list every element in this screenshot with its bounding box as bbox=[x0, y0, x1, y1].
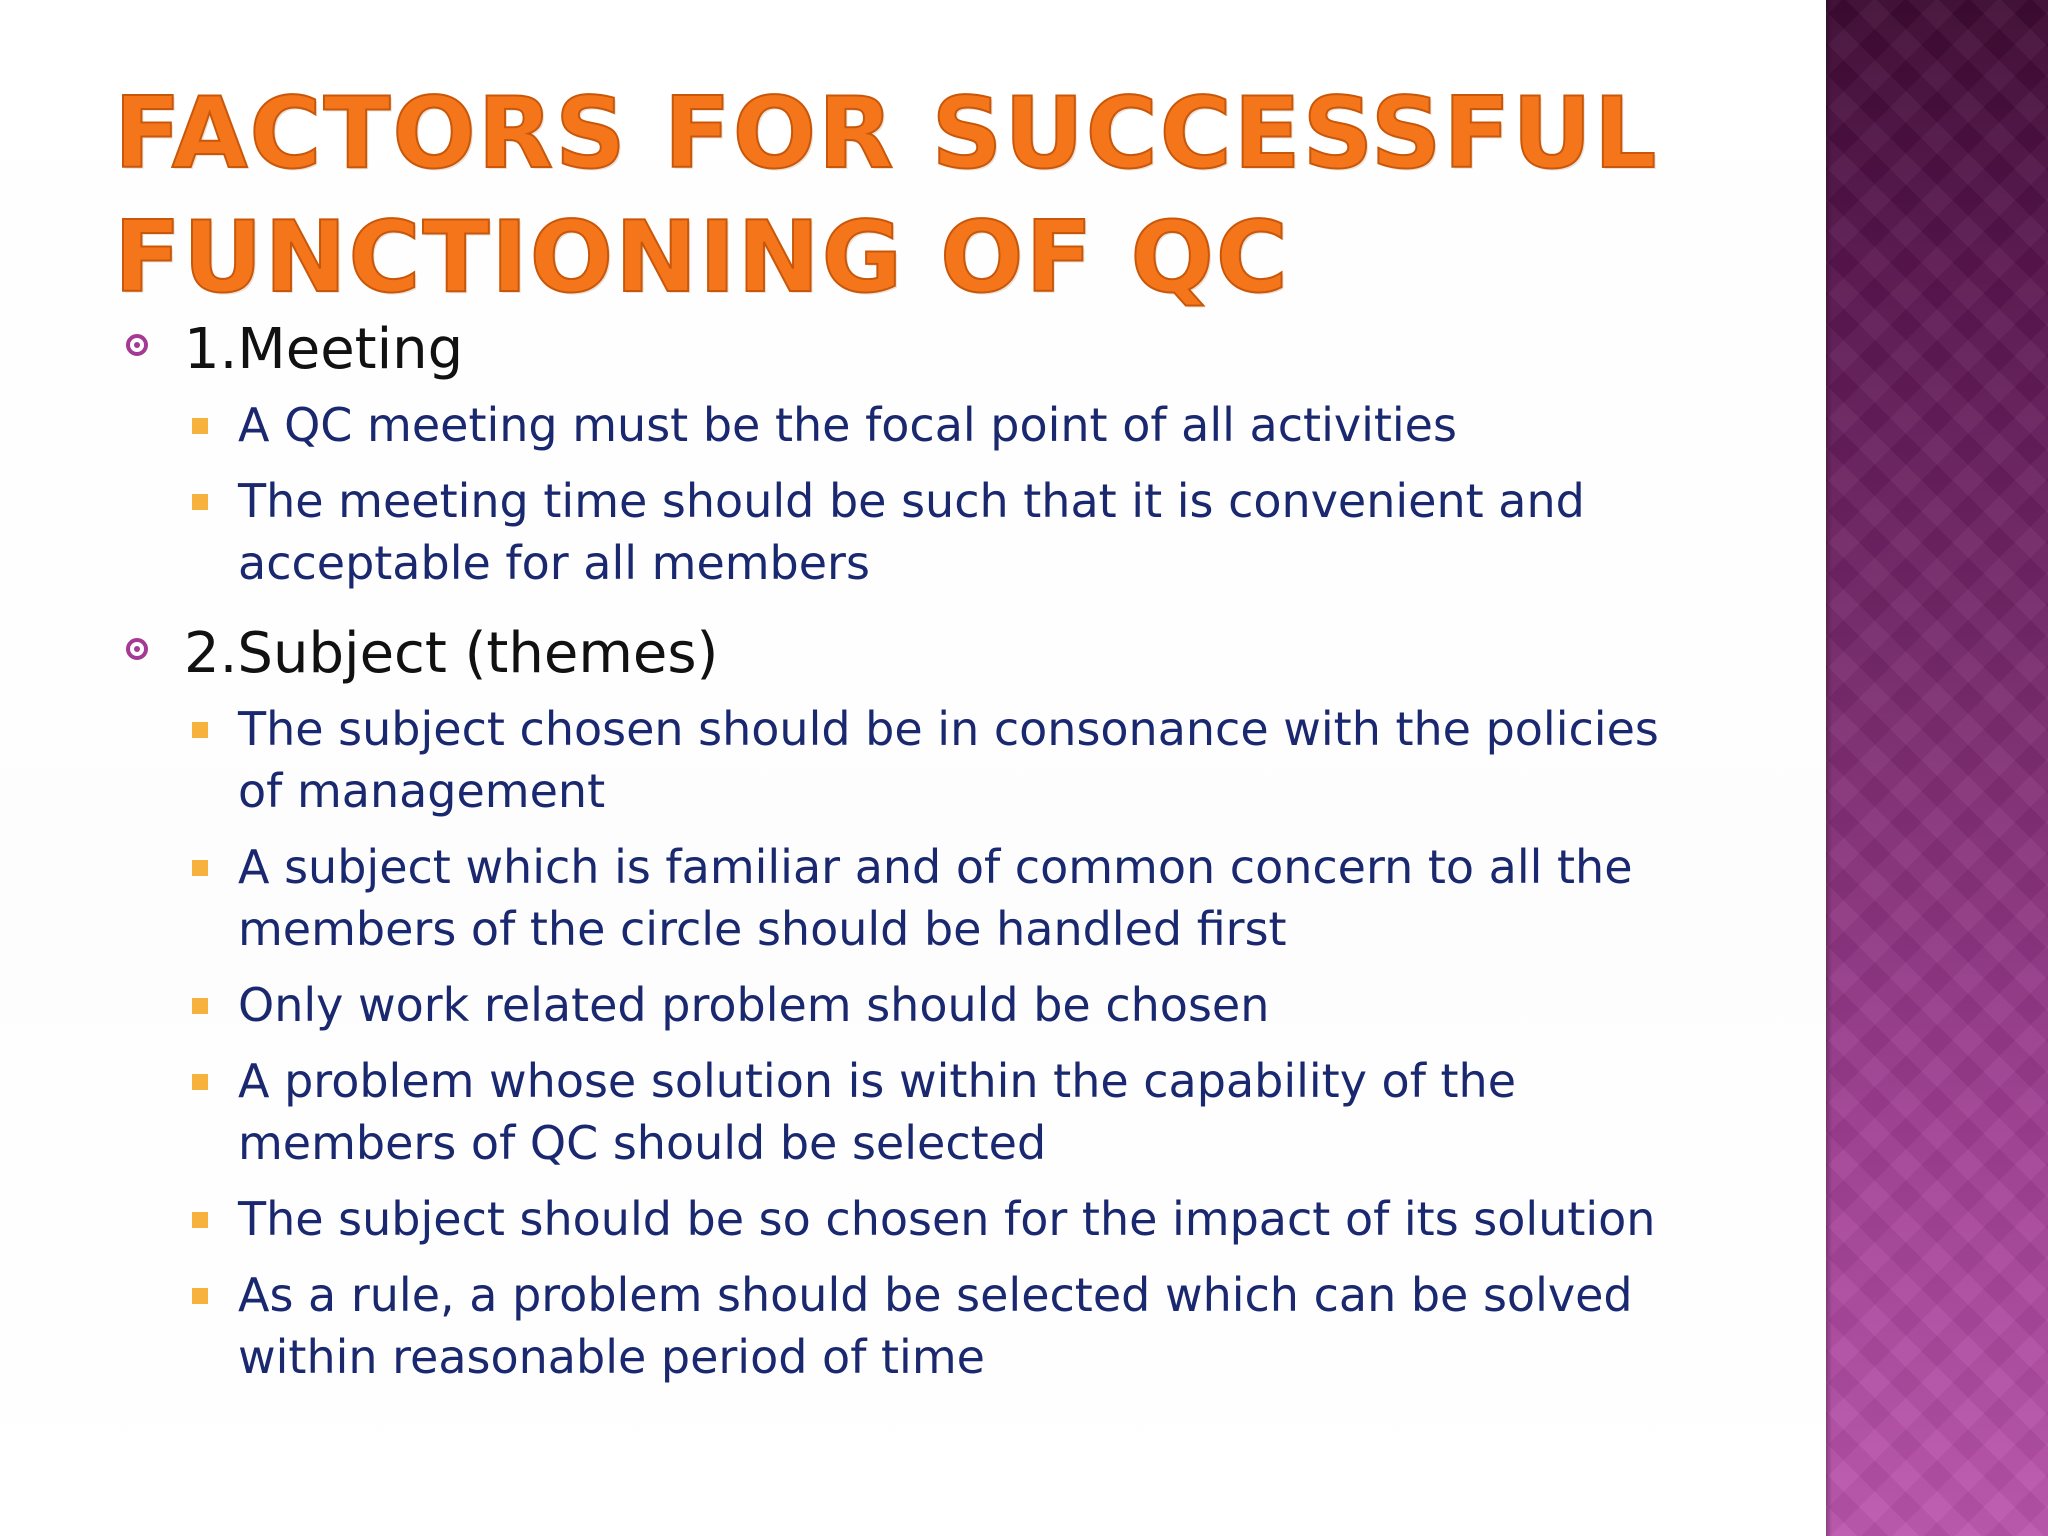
slide-title bbox=[114, 72, 1714, 320]
list-item-text: As a rule, a problem should be selected which can be solved within reasonable period of time bbox=[238, 1268, 1633, 1384]
section-heading bbox=[120, 616, 1720, 692]
square-bullet-icon bbox=[192, 998, 208, 1014]
list-item-text: A subject which is familiar and of common concern to all the members of the circle should be handled first bbox=[238, 840, 1633, 956]
square-bullet-icon bbox=[192, 418, 208, 434]
list-item-text: Only work related problem should be chosen bbox=[238, 978, 1270, 1032]
decorative-side-panel bbox=[1826, 0, 2048, 1536]
sub-list bbox=[120, 698, 1720, 1388]
sub-list bbox=[120, 394, 1720, 594]
square-bullet-icon bbox=[192, 722, 208, 738]
section-heading-text: 1.Meeting bbox=[184, 317, 464, 382]
section-meeting bbox=[120, 312, 1720, 594]
side-panel-shadow bbox=[1826, 0, 1832, 1536]
list-item bbox=[120, 1264, 1680, 1388]
slide-title-line-1: FACTORS FOR SUCCESSFUL bbox=[114, 77, 1659, 191]
list-item-text: A QC meeting must be the focal point of all activities bbox=[238, 398, 1457, 452]
list-item-text: The meeting time should be such that it is convenient and acceptable for all members bbox=[238, 474, 1585, 590]
square-bullet-icon bbox=[192, 1074, 208, 1090]
circle-dot-icon bbox=[126, 334, 148, 356]
section-subject bbox=[120, 616, 1720, 1388]
list-item bbox=[120, 836, 1680, 960]
list-item bbox=[120, 1050, 1680, 1174]
list-item-text: The subject chosen should be in consonance with the policies of management bbox=[238, 702, 1659, 818]
list-item bbox=[120, 1188, 1680, 1250]
list-item bbox=[120, 470, 1680, 594]
list-item bbox=[120, 974, 1680, 1036]
list-item-text: The subject should be so chosen for the impact of its solution bbox=[238, 1192, 1656, 1246]
square-bullet-icon bbox=[192, 860, 208, 876]
slide-title-line-2: FUNCTIONING OF QC bbox=[114, 201, 1290, 315]
square-bullet-icon bbox=[192, 1288, 208, 1304]
square-bullet-icon bbox=[192, 494, 208, 510]
slide-body-list bbox=[120, 312, 1720, 1402]
list-item bbox=[120, 698, 1680, 822]
list-item bbox=[120, 394, 1680, 456]
square-bullet-icon bbox=[192, 1212, 208, 1228]
circle-dot-icon bbox=[126, 638, 148, 660]
list-item-text: A problem whose solution is within the capability of the members of QC should be selected bbox=[238, 1054, 1517, 1170]
section-heading-text: 2.Subject (themes) bbox=[184, 621, 719, 686]
section-heading bbox=[120, 312, 1720, 388]
